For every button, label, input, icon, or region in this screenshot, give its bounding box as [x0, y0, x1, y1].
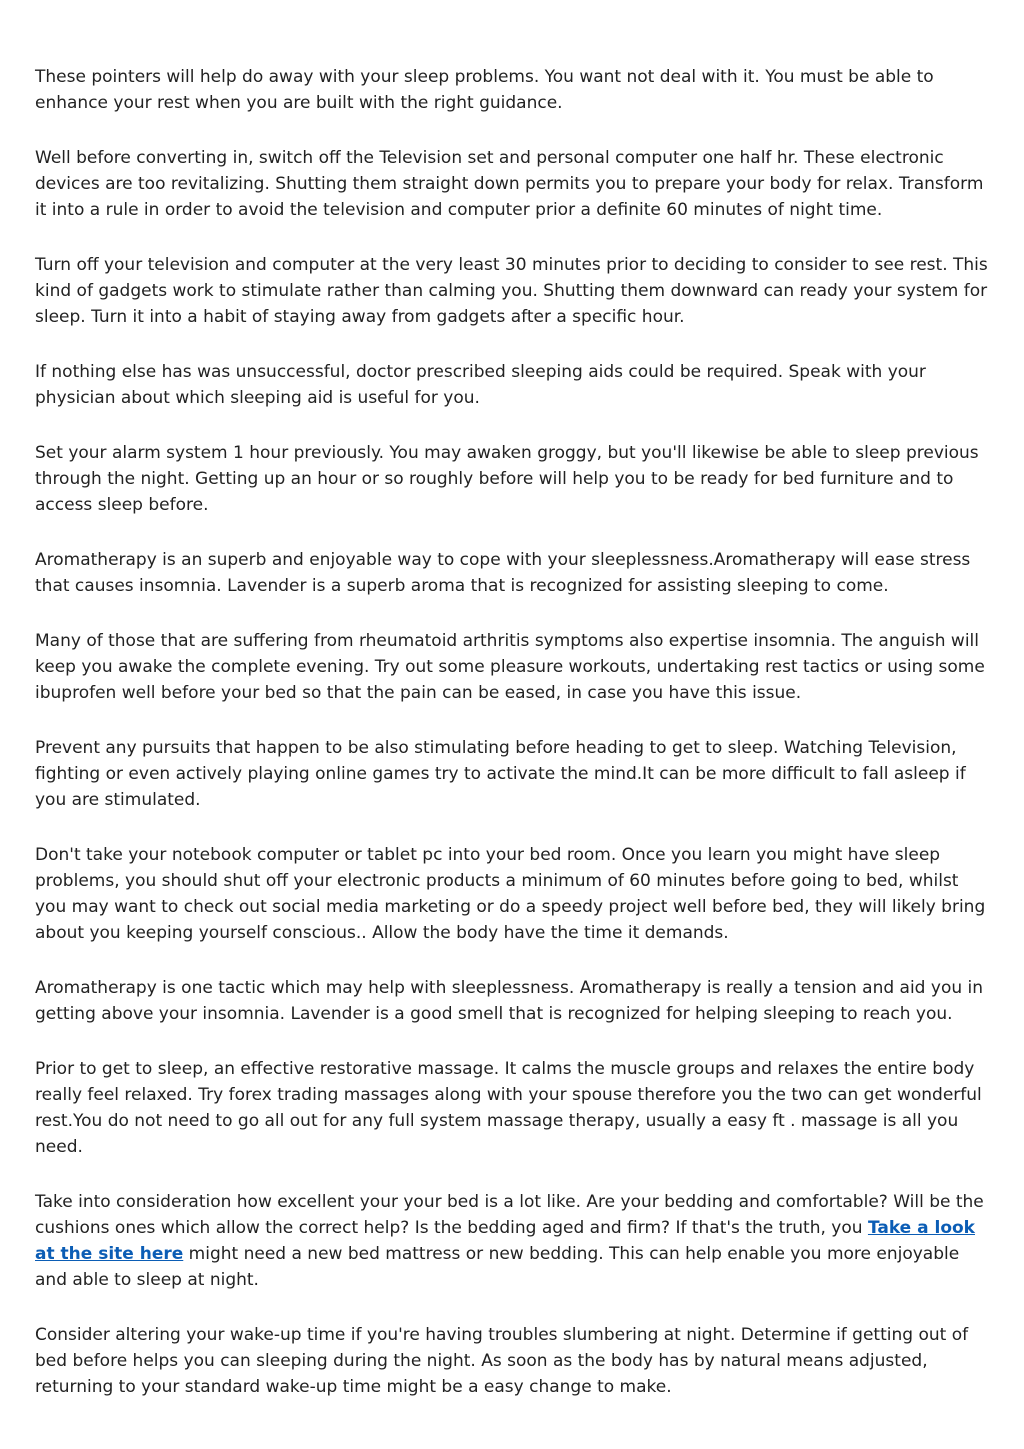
paragraph: Prevent any pursuits that happen to be also stimulating before heading to get to sleep. Watching Television, fighting or even actively playing online games try to activate the mind.It can be more difficult to fall asleep if you are stimulated. — [35, 738, 966, 810]
paragraph: Set your alarm system 1 hour previously. You may awaken groggy, but you'll likewise be able to sleep previous through the night. Getting up an hour or so roughly before will help you to be ready for bed furniture and to access sleep before. — [35, 443, 979, 515]
paragraph: If nothing else has was unsuccessful, doctor prescribed sleeping aids could be required. Speak with your physician about which sleeping aid is useful for you. — [35, 362, 926, 408]
site-link[interactable]: Take a look at the site here — [35, 1218, 975, 1264]
paragraph: These pointers will help do away with your sleep problems. You want not deal with it. You must be able to enhance your rest when you are built with the right guidance. — [35, 67, 934, 113]
paragraph: Many of those that are suffering from rheumatoid arthritis symptoms also expertise insomnia. The anguish will keep you awake the complete evening. Try out some pleasure workouts, undertaking rest tactics or using some ibuprofen well before your bed so that the pain can be eased, in case you have this issue. — [35, 631, 985, 703]
paragraph: Turn off your television and computer at the very least 30 minutes prior to deciding to consider to see rest. This kind of gadgets work to stimulate rather than calming you. Shutting them downward can ready your system for sleep. Turn it into a habit of staying away from gadgets after a specific hour. — [35, 255, 988, 327]
paragraph: Prior to get to sleep, an effective restorative massage. It calms the muscle groups and relaxes the entire body really feel relaxed. Try forex trading massages along with your spouse therefore you the two can get wonderful rest.You do not need to go all out for any full system massage therapy, usually a easy ft . massage is all you need. — [35, 1059, 982, 1157]
paragraph-text-before-link: Take into consideration how excellent your your bed is a lot like. Are your bedding and comfortable? Will be the cushions ones which allow the correct help? Is the bedding aged and firm? If that's the truth, you — [35, 1192, 984, 1238]
paragraph-with-link — [35, 1189, 993, 1293]
paragraph: Consider altering your wake-up time if you're having troubles slumbering at night. Determine if getting out of bed before helps you can sleeping during the night. As soon as the body has by natural means adjusted, returning to your standard wake-up time might be a easy change to make. — [35, 1325, 969, 1397]
paragraph: Aromatherapy is one tactic which may help with sleeplessness. Aromatherapy is really a tension and aid you in getting above your insomnia. Lavender is a good smell that is recognized for helping sleeping to reach you. — [35, 978, 984, 1024]
paragraph: Don't take your notebook computer or tablet pc into your bed room. Once you learn you might have sleep problems, you should shut off your electronic products a minimum of 60 minutes before going to bed, whilst you may want to check out social media marketing or do a speedy project well before bed, they will likely bring about you keeping yourself conscious.. Allow the body have the time it demands. — [35, 845, 986, 943]
paragraph: Aromatherapy is an superb and enjoyable way to cope with your sleeplessness.Aromatherapy will ease stress that causes insomnia. Lavender is a superb aroma that is recognized for assisting sleeping to come. — [35, 550, 971, 596]
paragraph: Well before converting in, switch off the Television set and personal computer one half hr. These electronic devices are too revitalizing. Shutting them straight down permits you to prepare your body for relax. Transform it into a rule in order to avoid the television and computer prior a definite 60 minutes of night time. — [35, 148, 984, 220]
paragraph-text-after-link: might need a new bed mattress or new bedding. This can help enable you more enjoyable and able to sleep at night. — [35, 1244, 960, 1290]
article-body — [35, 64, 993, 1429]
